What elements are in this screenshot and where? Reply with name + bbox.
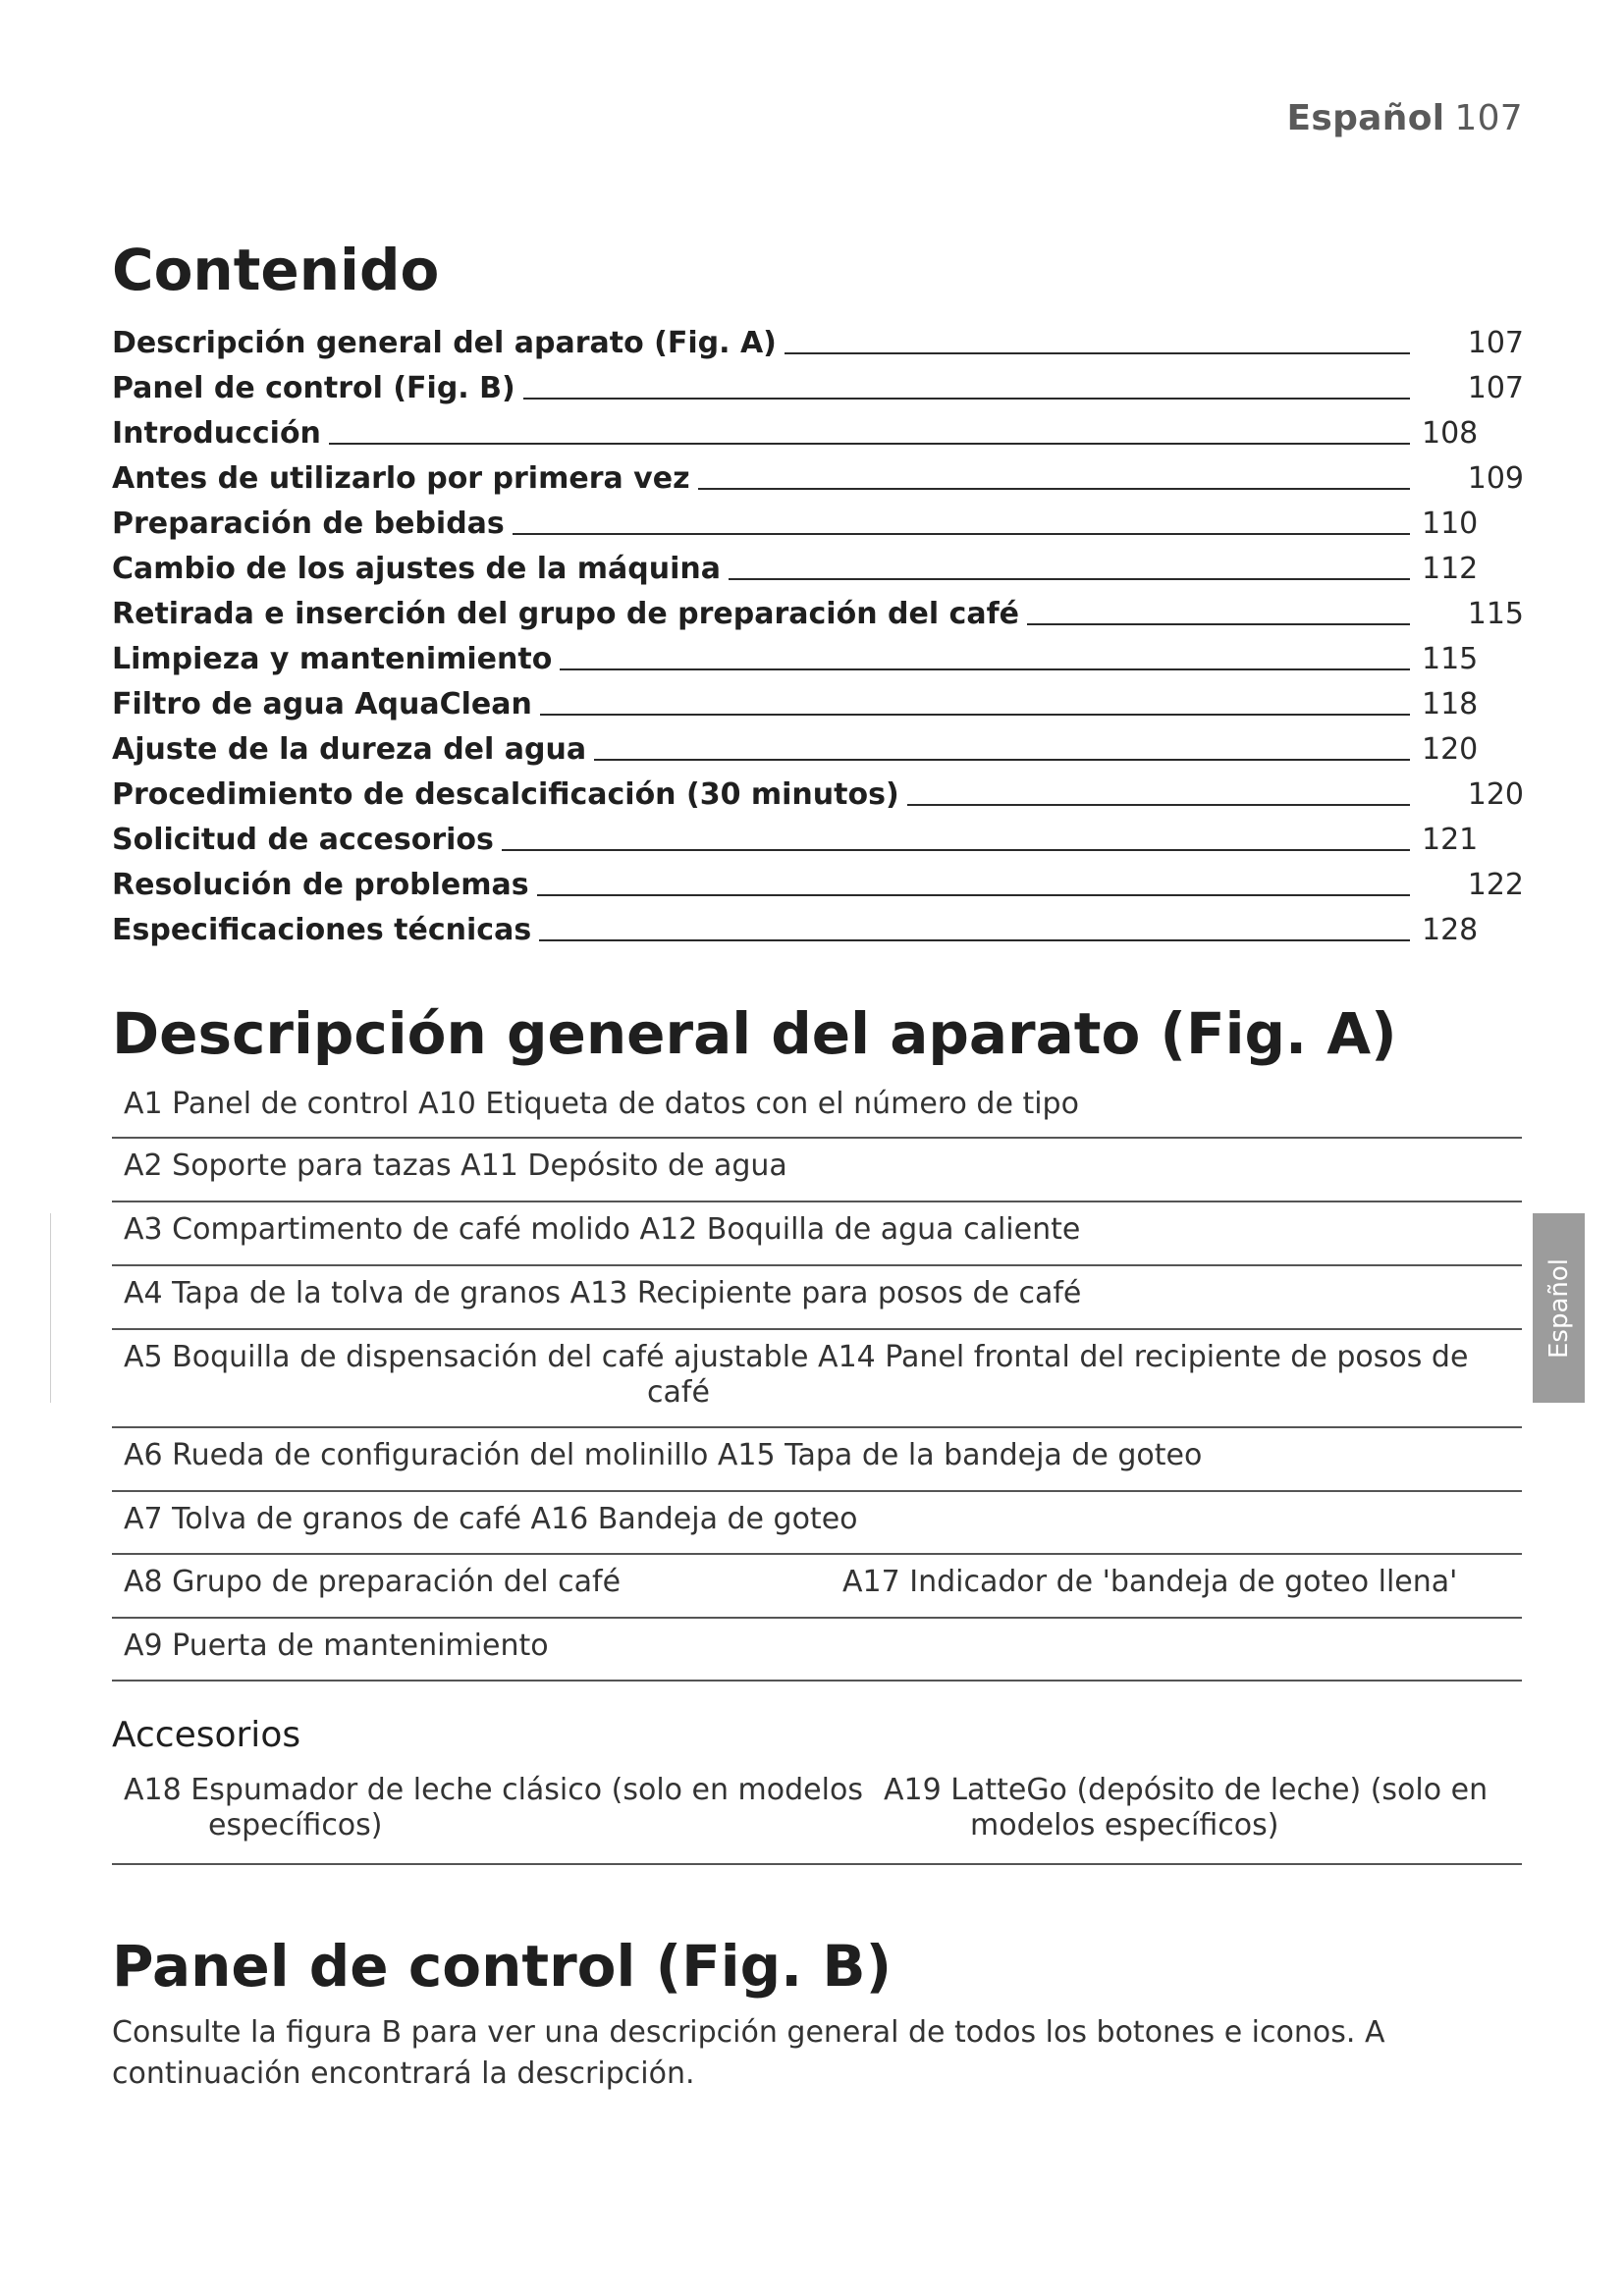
toc-entry xyxy=(112,676,1524,721)
toc-entry xyxy=(112,451,1524,496)
toc-entry xyxy=(112,767,1524,812)
accessory-a19 xyxy=(884,1773,1488,1843)
toc-entry-page: 120 xyxy=(1422,732,1479,767)
part-row-text: A7 Tolva de granos de café A16 Bandeja de goteo xyxy=(124,1502,858,1536)
toc-leader-line xyxy=(540,714,1410,716)
toc-leader-line xyxy=(1027,623,1410,625)
toc-entry-label: Limpieza y mantenimiento xyxy=(112,642,553,676)
part-row-text: A3 Compartimento de café molido A12 Boquilla de agua caliente xyxy=(124,1212,1081,1247)
toc-entry-page: 115 xyxy=(1467,597,1524,631)
toc-entry-page: 121 xyxy=(1422,823,1479,857)
toc-entry-page: 122 xyxy=(1467,868,1524,902)
toc-leader-line xyxy=(513,533,1410,535)
toc-entry-page: 120 xyxy=(1467,777,1524,812)
part-row xyxy=(112,1619,1522,1682)
toc-entry xyxy=(112,496,1524,541)
toc-entry xyxy=(112,315,1524,360)
side-tab-label: Español xyxy=(1543,1257,1574,1359)
toc-entry-label: Solicitud de accesorios xyxy=(112,823,494,857)
part-row-text: A4 Tapa de la tolva de granos A13 Recipiente para posos de café xyxy=(124,1276,1082,1310)
accessories-heading: Accesorios xyxy=(112,1715,301,1755)
table-of-contents xyxy=(112,315,1524,947)
toc-entry-label: Resolución de problemas xyxy=(112,868,529,902)
toc-entry-label: Antes de utilizarlo por primera vez xyxy=(112,461,690,496)
toc-entry-label: Descripción general del aparato (Fig. A) xyxy=(112,326,777,360)
control-panel-title: Panel de control (Fig. B) xyxy=(112,1933,893,2000)
part-row-text: A8 Grupo de preparación del café xyxy=(124,1565,622,1599)
header-language: Español xyxy=(1286,98,1445,138)
toc-entry xyxy=(112,541,1524,586)
parts-table xyxy=(112,1077,1522,1682)
toc-leader-line xyxy=(729,578,1410,580)
part-row xyxy=(112,1428,1522,1492)
toc-entry-label: Cambio de los ajustes de la máquina xyxy=(112,552,721,586)
accessory-a19-line1: A19 LatteGo (depósito de leche) (solo en xyxy=(884,1773,1489,1807)
toc-leader-line xyxy=(698,488,1410,490)
toc-entry-page: 107 xyxy=(1467,326,1524,360)
toc-entry-label: Ajuste de la dureza del agua xyxy=(112,732,587,767)
header-page-number: 107 xyxy=(1454,98,1523,138)
toc-leader-line xyxy=(594,759,1410,761)
toc-leader-line xyxy=(537,894,1410,896)
toc-entry xyxy=(112,405,1524,451)
toc-entry xyxy=(112,631,1524,676)
margin-rule xyxy=(50,1213,51,1403)
toc-leader-line xyxy=(560,668,1410,670)
toc-entry-label: Panel de control (Fig. B) xyxy=(112,371,515,405)
toc-entry-label: Procedimiento de descalcificación (30 minutos) xyxy=(112,777,899,812)
toc-entry-label: Filtro de agua AquaClean xyxy=(112,687,532,721)
toc-entry-label: Preparación de bebidas xyxy=(112,507,505,541)
part-row xyxy=(112,1330,1522,1428)
part-row xyxy=(112,1266,1522,1330)
toc-entry-label: Introducción xyxy=(112,416,321,451)
toc-entry xyxy=(112,812,1524,857)
part-row xyxy=(112,1492,1522,1555)
part-row-text: A9 Puerta de mantenimiento xyxy=(124,1629,549,1663)
side-language-tab xyxy=(1533,1213,1585,1403)
accessory-a18 xyxy=(124,1773,863,1843)
toc-entry xyxy=(112,586,1524,631)
toc-entry-page: 118 xyxy=(1422,687,1479,721)
part-row-text-continued: café xyxy=(647,1375,710,1410)
overview-title: Descripción general del aparato (Fig. A) xyxy=(112,1000,1397,1067)
toc-entry-page: 107 xyxy=(1467,371,1524,405)
toc-entry-label: Especificaciones técnicas xyxy=(112,913,532,947)
accessories-row xyxy=(112,1773,1522,1865)
toc-title: Contenido xyxy=(112,237,440,303)
toc-leader-line xyxy=(502,849,1410,851)
accessory-a18-line1: A18 Espumador de leche clásico (solo en modelos xyxy=(124,1773,863,1807)
toc-entry xyxy=(112,857,1524,902)
toc-entry xyxy=(112,721,1524,767)
toc-entry xyxy=(112,360,1524,405)
toc-leader-line xyxy=(329,443,1410,445)
accessory-a19-line2: modelos específicos) xyxy=(970,1808,1279,1842)
part-row xyxy=(112,1202,1522,1266)
toc-entry-page: 109 xyxy=(1467,461,1524,496)
toc-entry-page: 110 xyxy=(1422,507,1479,541)
toc-leader-line xyxy=(523,398,1410,400)
toc-leader-line xyxy=(907,804,1410,806)
part-row-text: A2 Soporte para tazas A11 Depósito de agua xyxy=(124,1148,787,1183)
toc-entry-label: Retirada e inserción del grupo de preparación del café xyxy=(112,597,1019,631)
toc-entry-page: 128 xyxy=(1422,913,1479,947)
accessory-a18-line2: específicos) xyxy=(208,1808,383,1842)
part-row-text: A1 Panel de control A10 Etiqueta de datos con el número de tipo xyxy=(124,1087,1079,1121)
toc-leader-line xyxy=(785,352,1410,354)
toc-entry xyxy=(112,902,1524,947)
toc-entry-page: 115 xyxy=(1422,642,1479,676)
control-panel-description: Consulte la figura B para ver una descripción general de todos los botones e iconos. A continuación encontrará la descripción. xyxy=(112,2015,1385,2091)
part-row xyxy=(112,1139,1522,1202)
part-row-right-text: A17 Indicador de 'bandeja de goteo llena' xyxy=(842,1565,1458,1599)
toc-entry-page: 112 xyxy=(1422,552,1479,586)
part-row-text: A5 Boquilla de dispensación del café ajustable A14 Panel frontal del recipiente de posos de xyxy=(124,1340,1469,1374)
part-row xyxy=(112,1077,1522,1139)
toc-leader-line xyxy=(539,939,1410,941)
part-row-text: A6 Rueda de configuración del molinillo A15 Tapa de la bandeja de goteo xyxy=(124,1438,1203,1472)
toc-entry-page: 108 xyxy=(1422,416,1479,451)
running-header xyxy=(1286,98,1523,138)
part-row xyxy=(112,1555,1522,1619)
